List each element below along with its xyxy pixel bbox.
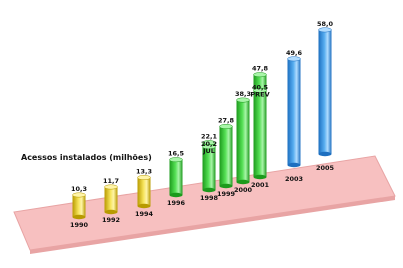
value-label-2005: 58,0 (316, 19, 334, 28)
category-label-2001: 2001 (250, 181, 270, 189)
value-label-1998: 22,1 (200, 132, 218, 141)
category-label-1999: 1999 (216, 190, 236, 198)
category-label-2003: 2003 (284, 175, 304, 183)
bar-1990 (73, 193, 86, 219)
category-label-2005: 2005 (315, 164, 335, 172)
chart-title: Acessos instalados (milhões) (21, 153, 152, 162)
category-label-1998: 1998 (199, 194, 219, 202)
category-label-2000: 2000 (233, 186, 253, 194)
category-label-1994: 1994 (134, 210, 154, 218)
bar-2000 (237, 98, 250, 184)
value-label-2003: 49,6 (285, 48, 303, 57)
category-label-1990: 1990 (69, 221, 89, 229)
category-label-1996: 1996 (166, 199, 186, 207)
bar-2005 (319, 28, 332, 157)
value-label-1994: 13,3 (135, 167, 153, 176)
value-label-2001: 47,8 (251, 64, 269, 73)
value-label-1992: 11,7 (102, 176, 120, 185)
annotation-note-1998: JUL (203, 146, 215, 155)
bar-1996 (170, 157, 183, 197)
annotation-value-1998: 20,2 (200, 139, 218, 148)
annotation-note-2001: PREV (250, 90, 270, 99)
value-label-1999: 27,8 (217, 116, 235, 125)
bar-1994 (138, 175, 151, 208)
value-label-2000: 38,3 (234, 90, 252, 99)
bar-1999 (220, 124, 233, 188)
annotation-value-2001: 40,5 (251, 83, 269, 92)
value-label-1990: 10,3 (70, 184, 88, 193)
bar-2003 (288, 57, 301, 168)
value-label-1996: 16,5 (167, 149, 185, 158)
bar-1992 (105, 185, 118, 214)
category-label-1992: 1992 (101, 216, 121, 224)
